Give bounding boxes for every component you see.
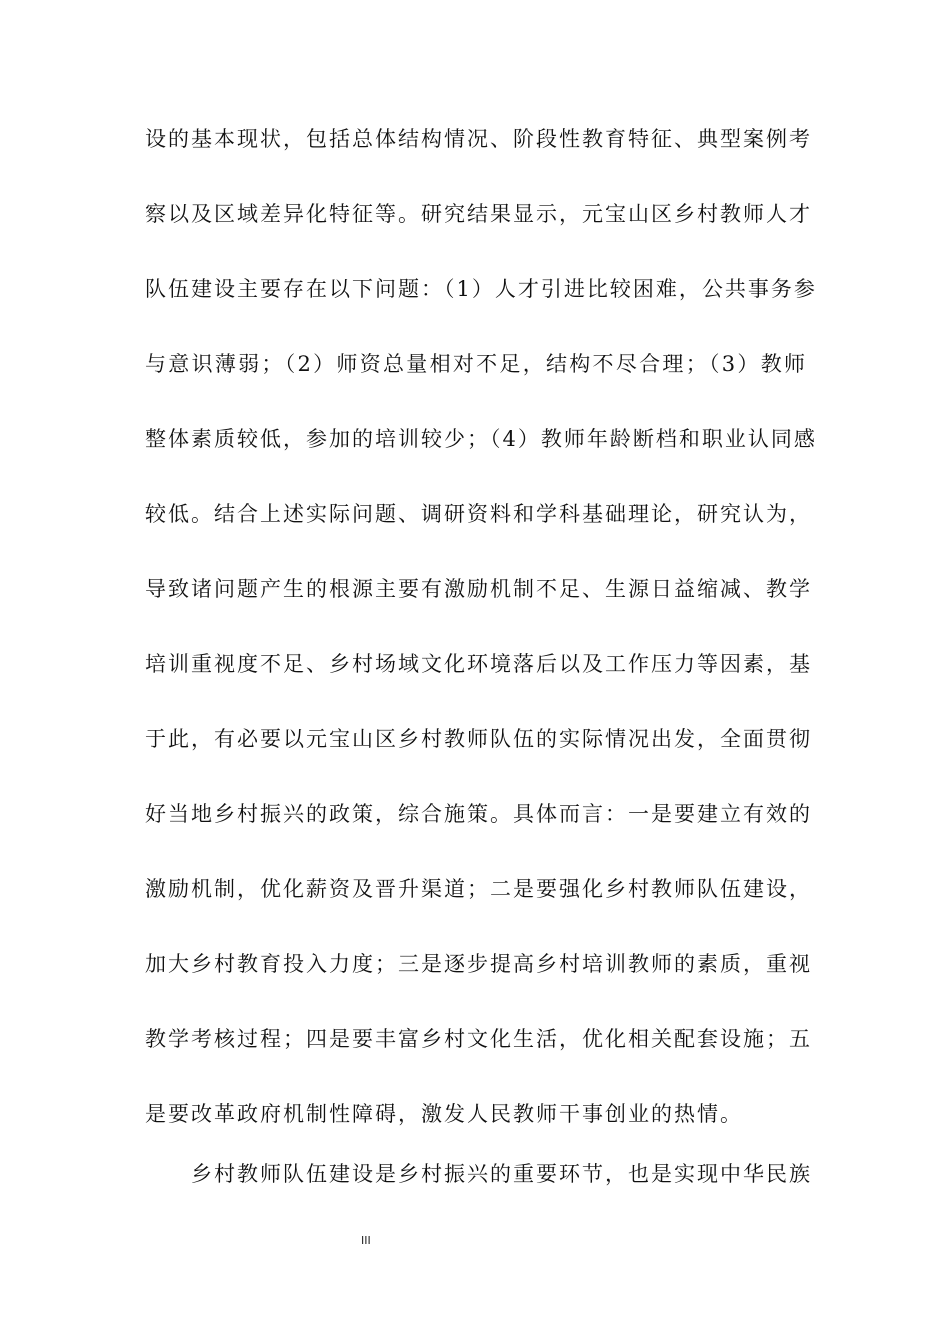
- body-text-line: 于此，有必要以元宝山区乡村教师队伍的实际情况出发，全面贯彻: [145, 727, 812, 751]
- body-text-line: 激励机制，优化薪资及晋升渠道；二是要强化乡村教师队伍建设，: [145, 877, 812, 901]
- body-text-line: 察以及区域差异化特征等。研究结果显示，元宝山区乡村教师人才: [145, 202, 812, 226]
- body-text-line: 加大乡村教育投入力度；三是逐步提高乡村培训教师的素质，重视: [145, 952, 812, 976]
- body-text-line: 是要改革政府机制性障碍，激发人民教师干事创业的热情。: [145, 1102, 743, 1126]
- body-text-line: 设的基本现状，包括总体结构情况、阶段性教育特征、典型案例考: [145, 127, 812, 151]
- body-text-line: 好当地乡村振兴的政策，综合施策。具体而言：一是要建立有效的: [145, 802, 812, 826]
- body-text-line: 导致诸问题产生的根源主要有激励机制不足、生源日益缩减、教学: [145, 577, 812, 601]
- page-number: III: [361, 1234, 371, 1247]
- body-text-line: 队伍建设主要存在以下问题：（1）人才引进比较困难，公共事务参: [145, 277, 817, 301]
- body-text-line: 较低。结合上述实际问题、调研资料和学科基础理论，研究认为，: [145, 502, 812, 526]
- body-text-line: 乡村教师队伍建设是乡村振兴的重要环节，也是实现中华民族: [191, 1162, 812, 1186]
- body-text-line: 教学考核过程；四是要丰富乡村文化生活，优化相关配套设施；五: [145, 1027, 812, 1051]
- body-text-line: 整体素质较低，参加的培训较少；（4）教师年龄断档和职业认同感: [145, 427, 817, 451]
- body-text-line: 与意识薄弱；（2）师资总量相对不足，结构不尽合理；（3）教师: [145, 352, 807, 376]
- body-text-line: 培训重视度不足、乡村场域文化环境落后以及工作压力等因素，基: [145, 652, 812, 676]
